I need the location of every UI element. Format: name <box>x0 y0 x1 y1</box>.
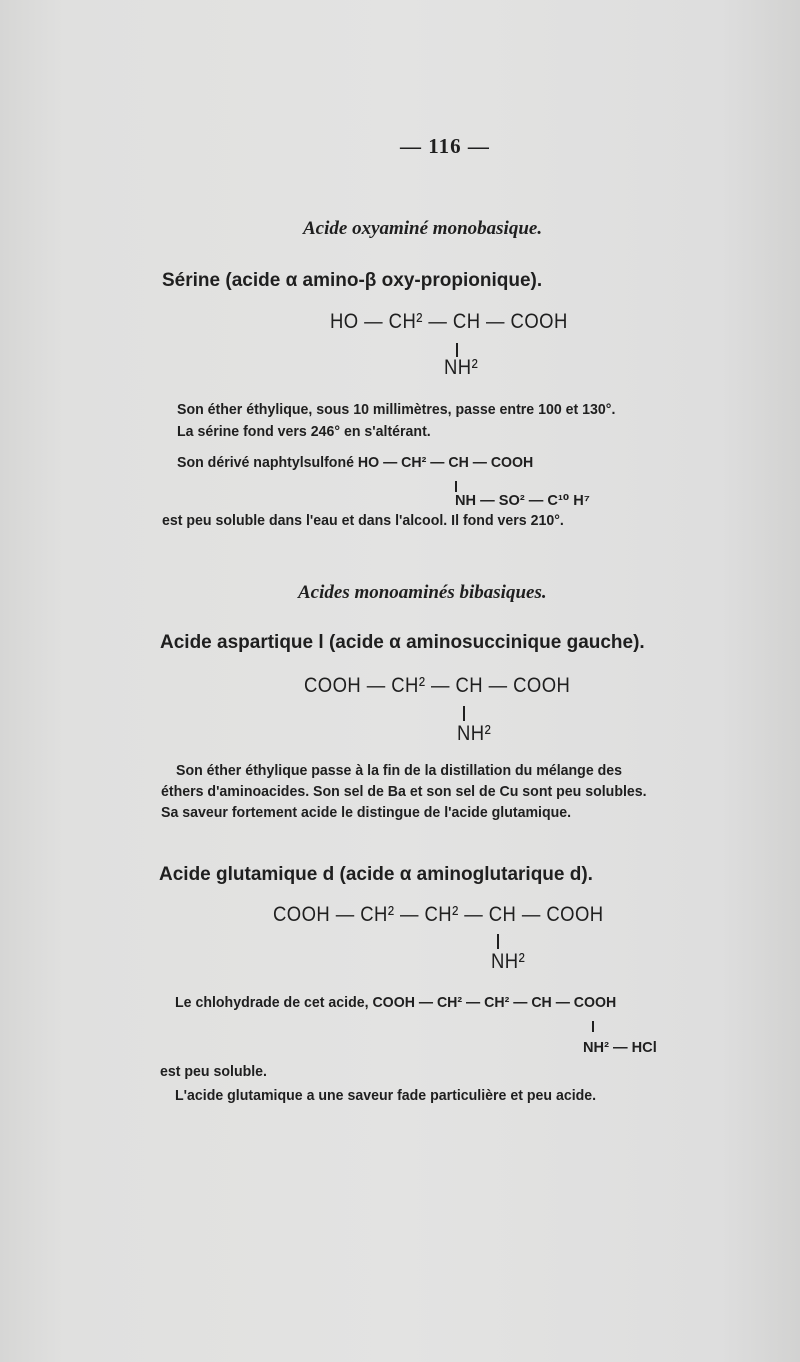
paragraph-line: Sa saveur fortement acide le distingue de l'acide glutamique. <box>161 805 572 821</box>
paragraph-line: Son éther éthylique passe à la fin de la distillation du mélange des <box>176 763 623 779</box>
paragraph-line: éthers d'aminoacides. Son sel de Ba et son sel de Cu sont peu solubles. <box>161 784 647 800</box>
chlorhydrate-sub: NH² — HCl <box>583 1040 657 1056</box>
paragraph-line: est peu soluble. <box>160 1064 267 1080</box>
bond-line <box>497 934 499 949</box>
bond-line <box>463 706 465 721</box>
paragraph-line: L'acide glutamique a une saveur fade particulière et peu acide. <box>175 1088 597 1104</box>
bond-line <box>592 1021 594 1032</box>
chlorhydrate-formula-line: Le chlohydrade de cet acide, COOH — CH² — CH² — CH — COOH <box>175 995 617 1011</box>
compound-heading-glutamique <box>159 864 593 886</box>
paragraph-line: La sérine fond vers 246° en s'altérant. <box>177 424 431 440</box>
derivative-formula-line: Son dérivé naphtylsulfoné HO — CH² — CH — COOH <box>177 455 534 471</box>
section-title-oxyamine: Acide oxyaminé monobasique. <box>303 218 543 239</box>
formula-glutamique-sub: NH² <box>491 950 526 973</box>
compound-desc: (acide α aminosuccinique gauche). <box>328 632 645 653</box>
formula-glutamique: COOH — CH² — CH² — CH — COOH <box>273 903 604 926</box>
compound-desc: (acide α amino-β oxy-propionique). <box>225 270 543 291</box>
compound-name: Sérine <box>162 270 221 291</box>
formula-serine: HO — CH² — CH — COOH <box>330 310 568 333</box>
bond-line <box>456 343 458 357</box>
formula-serine-sub: NH² <box>444 356 479 379</box>
paragraph-line: Son éther éthylique, sous 10 millimètres, passe entre 100 et 130°. <box>177 402 616 418</box>
compound-desc: (acide α aminoglutarique d). <box>339 864 593 885</box>
bond-line <box>455 481 457 492</box>
section-title-bibasiques: Acides monoaminés bibasiques. <box>298 582 547 603</box>
compound-heading-aspartique <box>160 632 645 654</box>
compound-name: Acide aspartique l <box>160 632 324 653</box>
paragraph-line: est peu soluble dans l'eau et dans l'alcool. Il fond vers 210°. <box>162 513 564 529</box>
derivative-sub: NH — SO² — C¹⁰ H⁷ <box>455 493 590 509</box>
compound-heading-serine <box>162 270 542 292</box>
compound-name: Acide glutamique d <box>159 864 335 885</box>
page-number: — 116 — <box>400 134 490 158</box>
formula-aspartique-sub: NH² <box>457 722 492 745</box>
formula-aspartique: COOH — CH² — CH — COOH <box>304 674 571 697</box>
